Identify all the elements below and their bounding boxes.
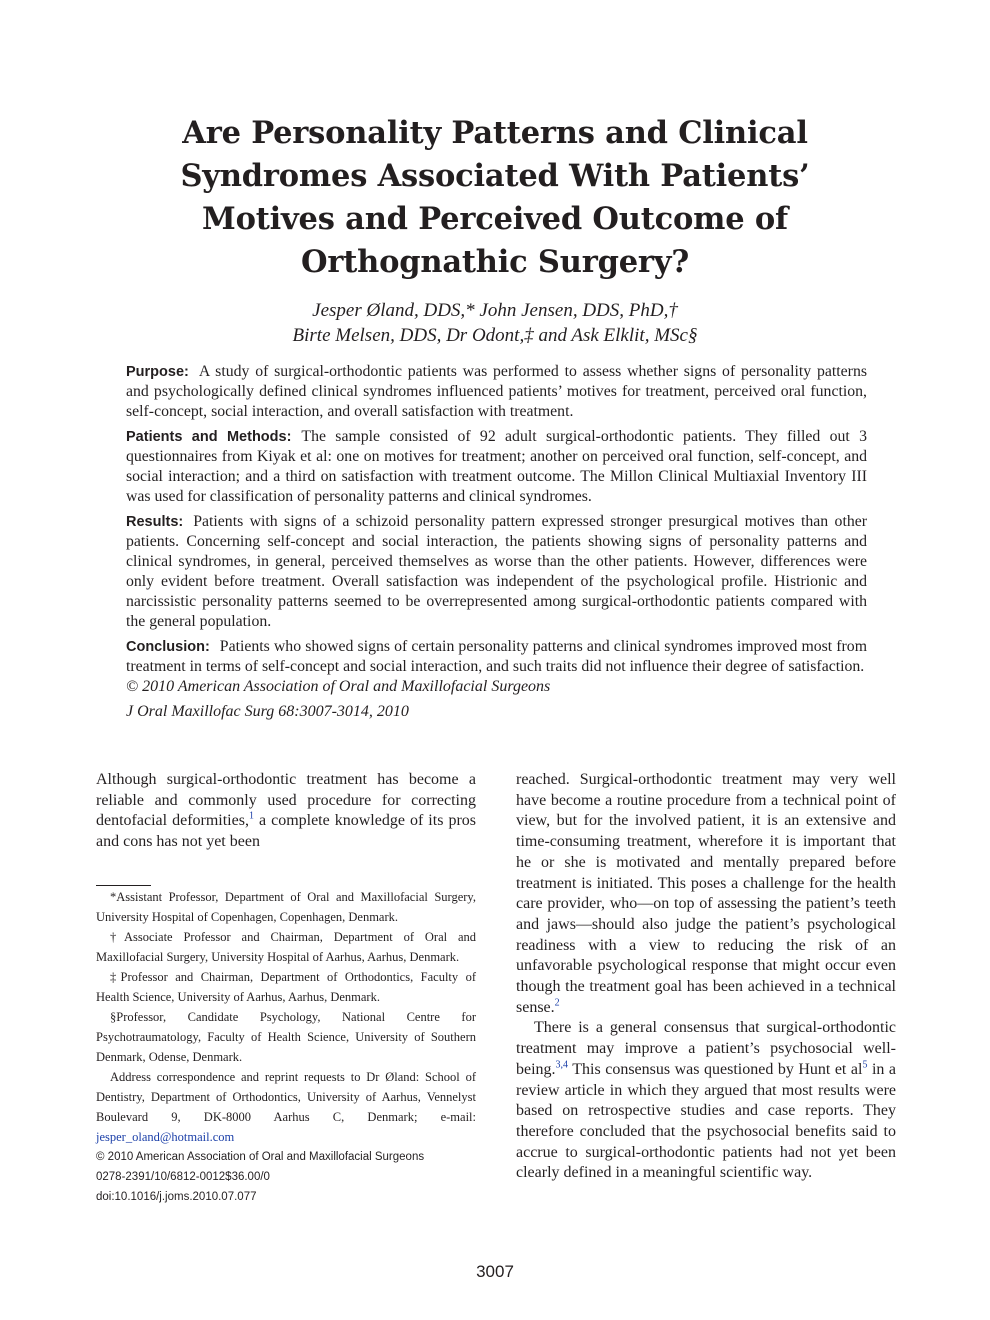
abstract-methods	[126, 427, 867, 507]
results-heading: Results:	[126, 514, 184, 530]
body-text: in a review article in which they argued that most results were based on retrospective studies and case reports. They therefore concluded that the psychosocial benefits said to accrue to surgical-orthodontic patients had not yet been clearly defined in a meaningful scientific way.	[516, 1060, 896, 1182]
body-column-left	[96, 770, 476, 853]
abstract-copyright: © 2010 American Association of Oral and Maxillofacial Surgeons	[126, 678, 551, 695]
purpose-heading: Purpose:	[126, 364, 189, 380]
reference-link[interactable]: 1	[248, 811, 254, 823]
footnote-affiliation-1: *Assistant Professor, Department of Oral and Maxillofacial Surgery, University Hospital of Copenhagen, Copenhagen, Denmark.	[96, 890, 476, 924]
footnotes	[96, 885, 476, 1207]
footnote-rule	[96, 885, 151, 886]
body-paragraph	[516, 1018, 896, 1184]
conclusion-heading: Conclusion:	[126, 639, 210, 655]
body-column-right	[516, 770, 896, 1184]
authors	[120, 298, 870, 348]
results-text: Patients with signs of a schizoid personality pattern expressed stronger presurgical motives than other patients. Concerning self-concept and social interaction, the patients showing signs of personality patterns and clinical syndromes, in general, perceived themselves as worse than the other patients. However, differences were only evident before treatment. Overall satisfaction was independent of the psychological profile. Histrionic and narcissistic personality patterns seemed to be overrepresented among surgical-orthodontic patients compared with the general population.	[126, 513, 867, 630]
address-text: Address correspondence and reprint requests to Dr Øland: School of Dentistry, Department of Orthodontics, University of Aarhus, Vennelyst Boulevard 9, DK-8000 Aarhus C, Denmark; e-mail:	[96, 1070, 476, 1124]
reference-link[interactable]: 5	[862, 1059, 868, 1071]
authors-line-2: Birte Melsen, DDS, Dr Odont,‡ and Ask Elklit, MSc§	[292, 325, 698, 346]
footnote-affiliation-4: §Professor, Candidate Psychology, National Centre for Psychotraumatology, Faculty of Health Science, University of Southern Denmark, Odense, Denmark.	[96, 1010, 476, 1064]
purpose-text: A study of surgical-orthodontic patients was performed to assess whether signs of personality patterns and psychologically defined clinical syndromes influenced patients’ motives for treatment, perceived oral function, self-concept, social interaction, and overall satisfaction with treatment.	[126, 363, 867, 420]
authors-line-1: Jesper Øland, DDS,* John Jensen, DDS, PhD,†	[312, 300, 678, 321]
abstract-purpose	[126, 362, 867, 422]
body-text: a complete knowledge of its pros and cons has not yet been	[96, 812, 476, 851]
body-paragraph	[516, 770, 896, 1018]
footnote-address	[96, 1067, 476, 1147]
body-paragraph	[96, 770, 476, 853]
methods-text: The sample consisted of 92 adult surgical-orthodontic patients. They filled out 3 questionnaires from Kiyak et al: one on motives for treatment; another on perceived oral function, self-concept, and social interaction; and a third on satisfaction with treatment outcome. The Millon Clinical Multiaxial Inventory III was used for classification of personality patterns and clinical syndromes.	[126, 428, 867, 505]
abstract-citation: J Oral Maxillofac Surg 68:3007-3014, 2010	[126, 703, 409, 720]
reference-link[interactable]: 2	[554, 997, 560, 1009]
body-text: There is a general consensus that surgical-orthodontic treatment may improve a patient’s psychosocial well-being.	[516, 1019, 896, 1078]
doi: doi:10.1016/j.joms.2010.07.077	[96, 1191, 257, 1203]
methods-heading: Patients and Methods:	[126, 429, 292, 445]
issn: 0278-2391/10/6812-0012$36.00/0	[96, 1171, 270, 1183]
body-text: reached. Surgical-orthodontic treatment may very well have become a routine procedure from a technical point of view, but for the involved patient, it is an extensive and time-consuming treatment, wherefore it is important that he or she is motivated and mentally prepared before treatment is initiated. This poses a challenge for the health care provider, who—on top of assessing the patient’s teeth and jaws—should also judge the patient’s psychological readiness with a view to reducing the risk of an unfavorable psychological response that might occur even though the treatment goal has been achieved in a technical sense.	[516, 771, 896, 1016]
conclusion-text: Patients who showed signs of certain personality patterns and clinical syndromes improved most from treatment in terms of self-concept and social interaction, and such traits did not influence their degree of satisfaction.	[126, 638, 867, 675]
abstract-results	[126, 512, 867, 632]
abstract	[126, 362, 867, 727]
publisher-copyright: © 2010 American Association of Oral and Maxillofacial Surgeons	[96, 1151, 425, 1163]
footnote-affiliation-3: ‡Professor and Chairman, Department of Orthodontics, Faculty of Health Science, University of Aarhus, Aarhus, Denmark.	[96, 970, 476, 1004]
abstract-conclusion	[126, 637, 867, 677]
title-block	[120, 112, 870, 348]
footnote-affiliation-2: †Associate Professor and Chairman, Department of Oral and Maxillofacial Surgery, University Hospital of Aarhus, Aarhus, Denmark.	[96, 930, 476, 964]
reference-link[interactable]: 3,4	[555, 1059, 569, 1071]
page-number: 3007	[476, 1262, 514, 1281]
article-title: Are Personality Patterns and Clinical Syndromes Associated With Patients’ Motives and Perceived Outcome of Orthognathic Surgery?	[180, 115, 810, 280]
body-text: Although surgical-orthodontic treatment has become a reliable and commonly used procedure for correcting dentofacial deformities,	[96, 771, 476, 830]
body-text: This consensus was questioned by Hunt et al	[568, 1060, 863, 1078]
email-link[interactable]: jesper_oland@hotmail.com	[96, 1130, 235, 1144]
